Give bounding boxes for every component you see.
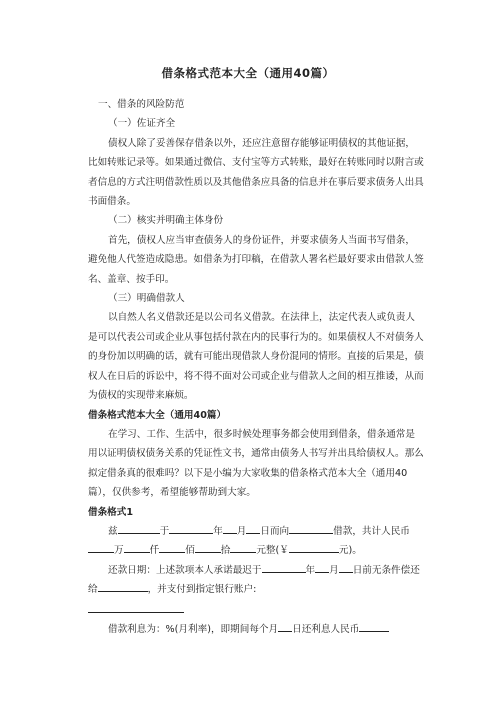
blank-field [278, 622, 292, 632]
blank-field [262, 563, 306, 573]
paragraph: 债权人除了妥善保存借条以外，还应注意留存能够证明债权的其他证据，比如转账记录等。如果通过微信、支付宝等方式转账，最好在转账同时以附言或者信息的方式注明借款性质以及其他借条应具备的信息并在事后要求债务人出具书面借条。 [88, 137, 424, 208]
blank-field [159, 543, 185, 553]
blank-field [339, 563, 353, 573]
paragraph: 以自然人名义借款还是以公司名义借款。在法律上，法定代表人或负责人是可以代表公司或企业从事包括付款在内的民事行为的。如果债权人不对债务人的身份加以明确的话，就有可能出现借款人身份混同的情形。直接的后果是，债权人在日后的诉讼中，将不得不面对公司或企业与借款人之间的相互推诿，从而为债权的实现带来麻烦。 [88, 312, 424, 402]
document-title: 借条格式范本大全（通用40篇） [161, 66, 335, 80]
paragraph: 在学习、工作、生活中，很多时候处理事务都会使用到借条，借条通常是用以证明债权债务关系的凭证性文书，通常由债务人书写并出具给债权人。那么拟定借条真的很难吗？以下是小编为大家收集的借条格式范本大全（通用40篇），仅供参考，希望能够帮助到大家。 [88, 428, 424, 499]
blank-field [169, 524, 213, 534]
blank-field [118, 524, 160, 534]
blank-field [124, 543, 150, 553]
subsection-heading: （三）明确借款人 [108, 293, 185, 305]
blank-field [315, 563, 329, 573]
template-line-loan: 兹 于 年 月 日而向 借款，共计人民币 万 仟 佰 拾 元整(￥ 元)。 [88, 522, 424, 561]
document-body [88, 95, 424, 639]
article-heading: 借条格式范本大全（通用40篇） [88, 409, 227, 421]
template-line-repayment: 还款日期：上述款项本人承诺最迟于 年 月 日前无条件偿还给 ，并支付到指定银行账户: [88, 564, 420, 596]
blank-field [289, 524, 333, 534]
section-heading: 一、借条的风险防范 [98, 99, 185, 110]
paragraph: 首先，债权人应当审查债务人的身份证件，并要求债务人当面书写借条，避免他人代签造成隐患。如借条为打印稿，在借款人署名栏最好要求由借款人签名、盖章、按手印。 [88, 234, 424, 285]
blank-field [223, 524, 237, 534]
blank-field [230, 543, 256, 553]
blank-field [289, 543, 339, 553]
blank-field [195, 543, 221, 553]
account-blank-line [88, 600, 184, 613]
template-heading: 借条格式1 [88, 506, 134, 518]
subsection-heading: （一）佐证齐全 [108, 118, 176, 130]
subsection-heading: （二）核实并明确主体身份 [108, 215, 224, 227]
blank-field [246, 524, 260, 534]
template-line-interest: 借款利息为：%(月利率)，即期间每个月 日还利息人民币 [88, 620, 424, 639]
blank-field [88, 543, 114, 553]
blank-field [359, 622, 389, 632]
blank-field [98, 582, 148, 592]
